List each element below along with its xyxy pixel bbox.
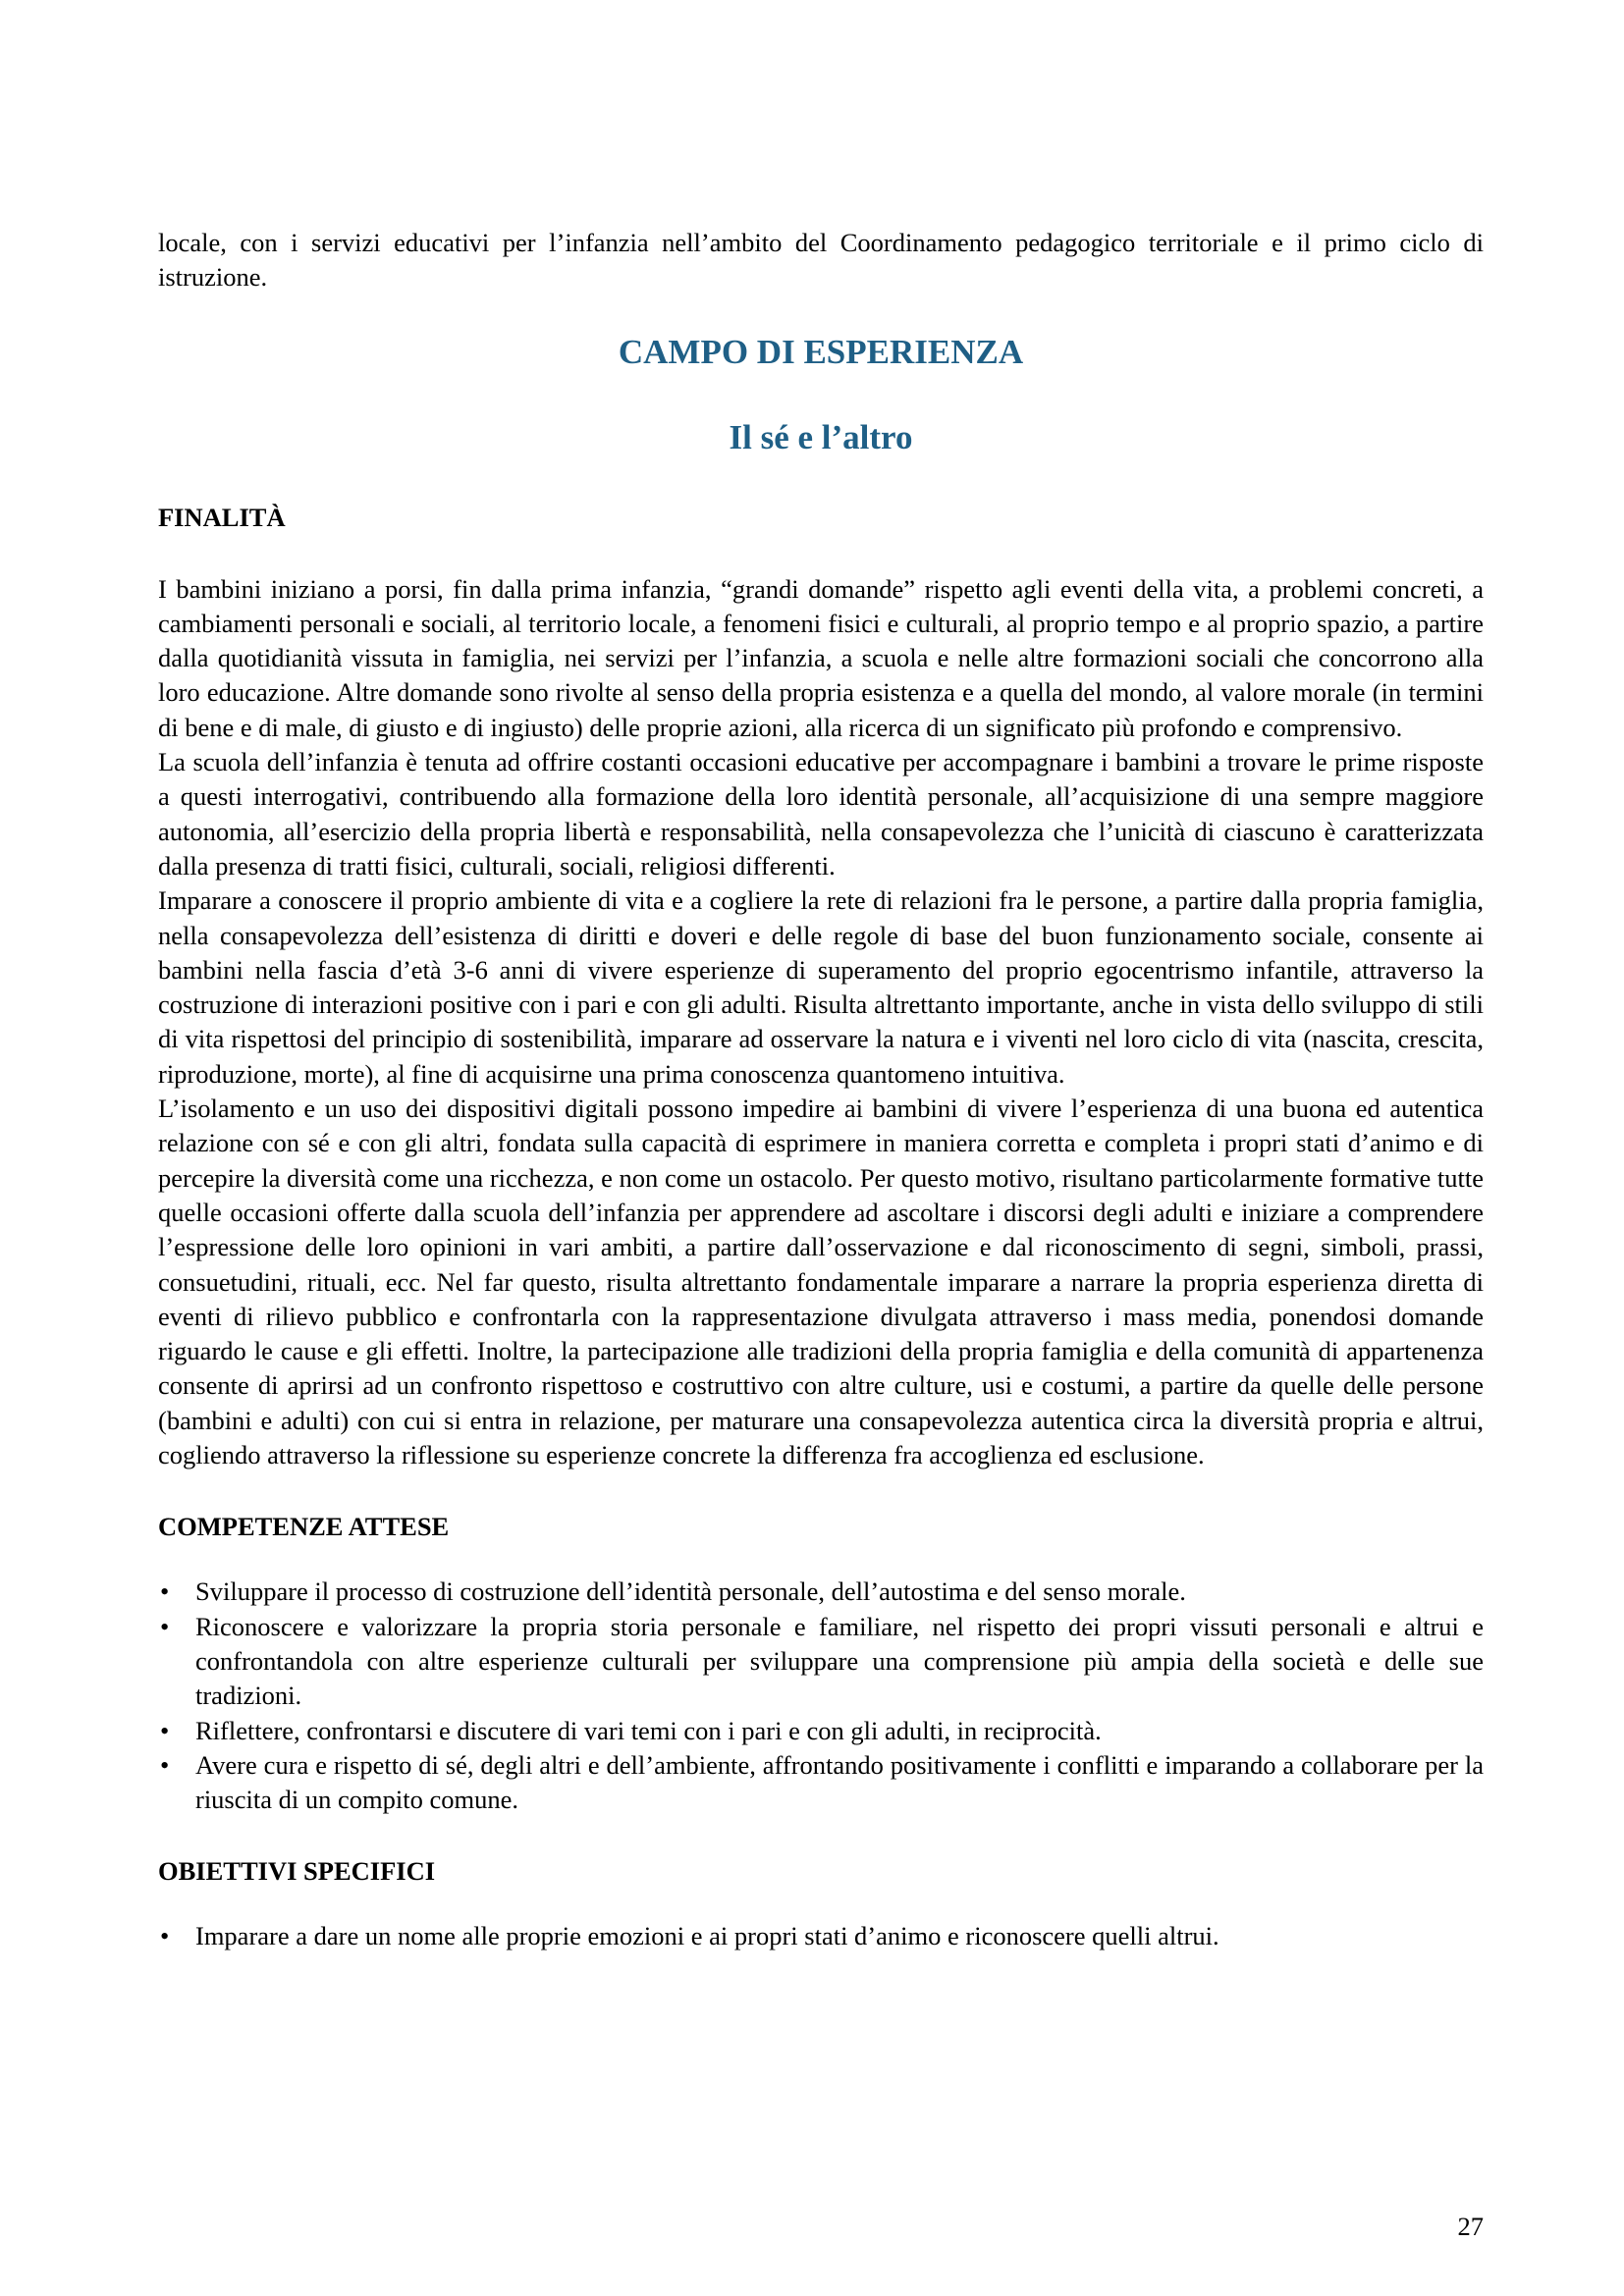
finalita-paragraph: I bambini iniziano a porsi, fin dalla prima infanzia, “grandi domande” rispetto agli eventi della vita, a problemi concreti, a cambiamenti personali e sociali, al territorio locale, a fenomeni fisici e culturali, al proprio tempo e al proprio spazio, a partire dalla quotidianità vissuta in famiglia, nei servizi per l’infanzia, a scuola e nelle altre formazioni sociali che concorrono alla loro educazione. Altre domande sono rivolte al senso della propria esistenza e a quella del mondo, al valore morale (in termini di bene e di male, di giusto e di ingiusto) delle proprie azioni, alla ricerca di un significato più profondo e comprensivo. xyxy=(158,573,1484,742)
finalita-body xyxy=(158,572,1484,1473)
bullet-marker: • xyxy=(160,1921,170,1951)
page-title: CAMPO DI ESPERIENZA xyxy=(618,332,1024,371)
obiettivi-heading: OBIETTIVI SPECIFICI xyxy=(158,1856,436,1887)
list-item xyxy=(158,1610,1484,1714)
list-item-text: Avere cura e rispetto di sé, degli altri e dell’ambiente, affrontando positivamente i conflitti e imparando a collaborare per la riuscita di un compito comune. xyxy=(195,1749,1484,1815)
list-item-text: Imparare a dare un nome alle proprie emozioni e ai propri stati d’animo e riconoscere quelli altrui. xyxy=(195,1921,1219,1951)
list-item xyxy=(158,1919,1484,1953)
bullet-marker: • xyxy=(160,1749,170,1780)
finalita-heading: FINALITÀ xyxy=(158,502,286,532)
intro-paragraph: locale, con i servizi educativi per l’infanzia nell’ambito del Coordinamento pedagogico territoriale e il primo ciclo di istruzione. xyxy=(158,228,1484,293)
document-page xyxy=(158,226,1484,1954)
finalita-paragraph: La scuola dell’infanzia è tenuta ad offrire costanti occasioni educative per accompagnare i bambini a trovare le prime risposte a questi interrogativi, contribuendo alla formazione della loro identità personale, all’acquisizione di una sempre maggiore autonomia, all’esercizio della propria libertà e responsabilità, nella consapevolezza che l’unicità di ciascuno è caratterizzata dalla presenza di tratti fisici, culturali, sociali, religiosi differenti. xyxy=(158,747,1484,881)
competenze-heading: COMPETENZE ATTESE xyxy=(158,1512,450,1542)
page-subtitle: Il sé e l’altro xyxy=(729,417,913,456)
bullet-marker: • xyxy=(160,1576,170,1607)
competenze-list xyxy=(158,1575,1484,1817)
list-item-text: Riflettere, confrontarsi e discutere di vari temi con i pari e con gli adulti, in reciprocità. xyxy=(195,1715,1102,1745)
finalita-paragraph: Imparare a conoscere il proprio ambiente di vita e a cogliere la rete di relazioni fra le persone, a partire dalla propria famiglia, nella consapevolezza dell’esistenza di diritti e doveri e delle regole di base del buon funzionamento sociale, consente ai bambini nella fascia d’età 3-6 anni di vivere esperienze di superamento del proprio egocentrismo infantile, attraverso la costruzione di interazioni positive con i pari e con gli adulti. Risulta altrettanto importante, anche in vista dello sviluppo di stili di vita rispettosi del principio di sostenibilità, imparare ad osservare la natura e i viventi nel loro ciclo di vita (nascita, crescita, riproduzione, morte), al fine di acquisirne una prima conoscenza quantomeno intuitiva. xyxy=(158,885,1484,1089)
list-item xyxy=(158,1748,1484,1818)
page-number: 27 xyxy=(1457,2212,1484,2241)
bullet-marker: • xyxy=(160,1611,170,1641)
list-item xyxy=(158,1714,1484,1748)
obiettivi-list xyxy=(158,1919,1484,1953)
list-item-text: Riconoscere e valorizzare la propria storia personale e familiare, nel rispetto dei propri vissuti personali e altrui e confrontandola con altre esperienze culturali per sviluppare una comprensione più ampia della società e delle sue tradizioni. xyxy=(195,1611,1484,1711)
bullet-marker: • xyxy=(160,1715,170,1745)
finalita-paragraph: L’isolamento e un uso dei dispositivi digitali possono impedire ai bambini di vivere l’esperienza di una buona ed autentica relazione con sé e con gli altri, fondata sulla capacità di esprimere in maniera corretta e completa i propri stati d’animo e di percepire la diversità come una ricchezza, e non come un ostacolo. Per questo motivo, risultano particolarmente formative tutte quelle occasioni offerte dalla scuola dell’infanzia per apprendere ad ascoltare i discorsi degli adulti e iniziare a comprendere l’espressione delle loro opinioni in vari ambiti, a partire dall’osservazione e dal riconoscimento di segni, simboli, prassi, consuetudini, rituali, ecc. Nel far questo, risulta altrettanto fondamentale imparare a narrare la propria esperienza diretta di eventi di rilievo pubblico e confrontarla con la rappresentazione divulgata attraverso i mass media, ponendosi domande riguardo le cause e gli effetti. Inoltre, la partecipazione alle tradizioni della propria famiglia e della comunità di appartenenza consente di aprirsi ad un confronto rispettoso e costruttivo con altre culture, usi e costumi, a partire da quelle delle persone (bambini e adulti) con cui si entra in relazione, per maturare una consapevolezza autentica circa la diversità propria e altrui, cogliendo attraverso la riflessione su esperienze concrete la differenza fra accoglienza ed esclusione. xyxy=(158,1094,1484,1470)
list-item xyxy=(158,1575,1484,1609)
list-item-text: Sviluppare il processo di costruzione dell’identità personale, dell’autostima e del senso morale. xyxy=(195,1576,1186,1607)
